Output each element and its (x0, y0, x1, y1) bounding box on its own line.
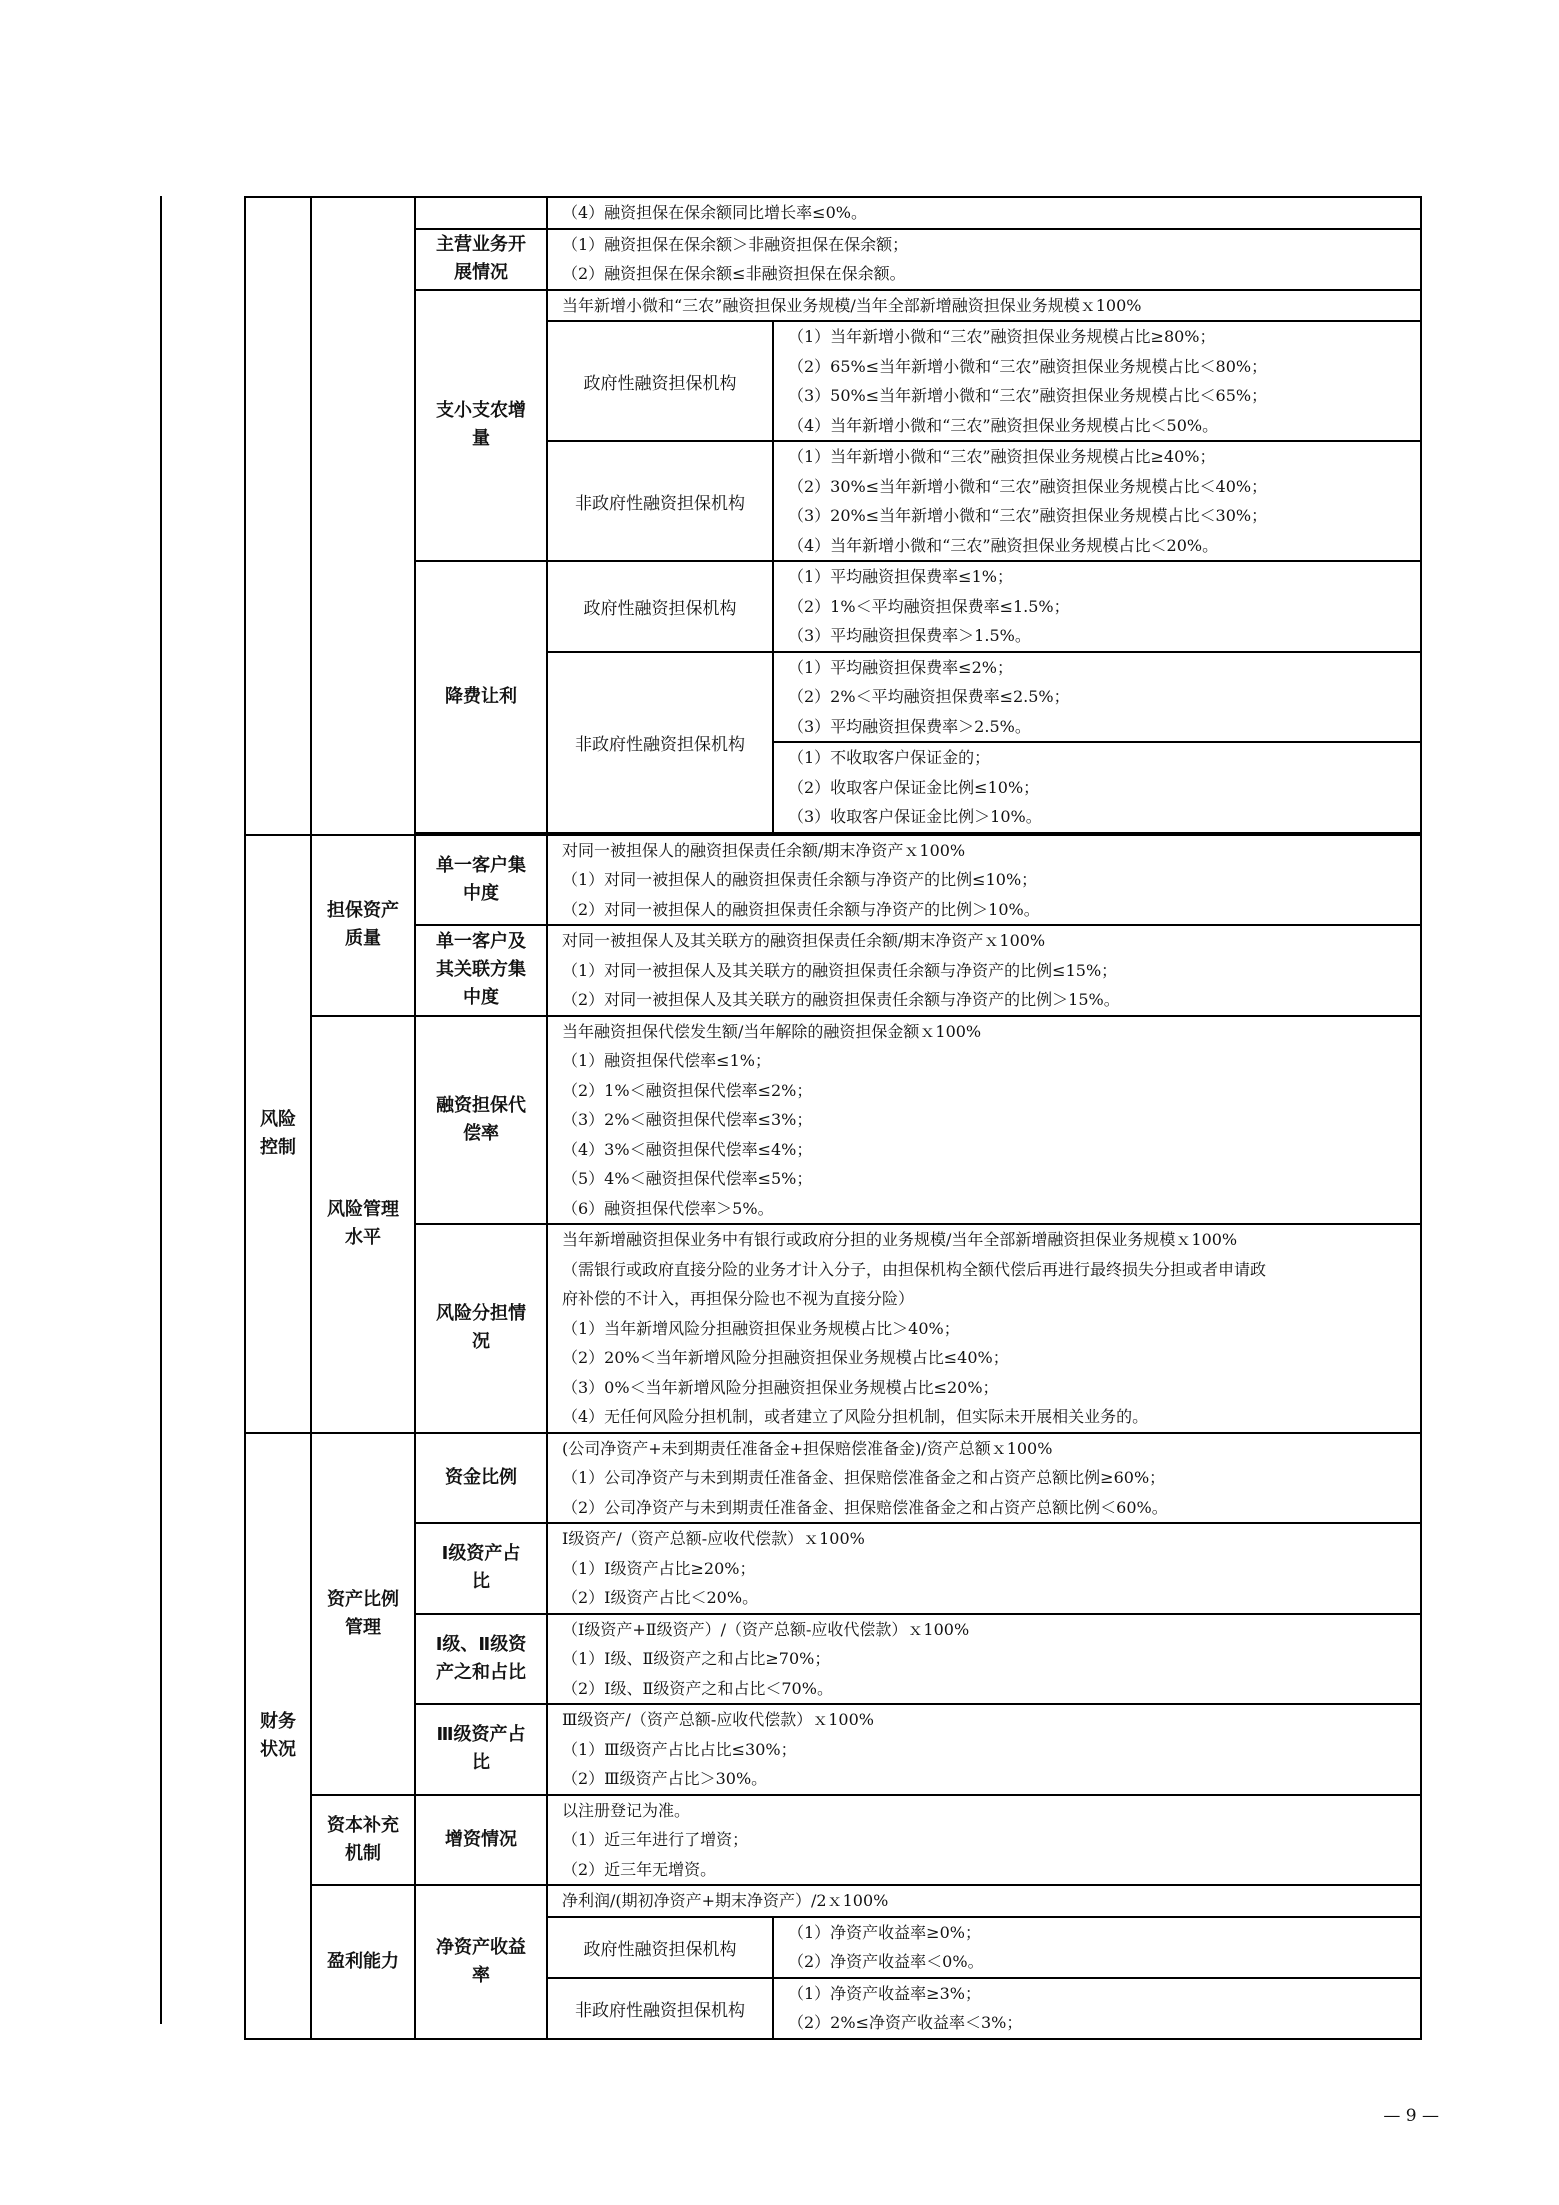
criteria-cell: （Ⅰ级资产+Ⅱ级资产）/（资产总额-应收代偿款）ｘ100% （1）Ⅰ级、Ⅱ级资产之和占比≥70%； （2）Ⅰ级、Ⅱ级资产之和占比＜70%。 (547, 1614, 1421, 1705)
formula-cell: 净利润/(期初净资产+期末净资产）/2ｘ100% (547, 1885, 1421, 1917)
page-number: — 9 — (1383, 2106, 1439, 2126)
criteria-cell: 对同一被担保人及其关联方的融资担保责任余额/期末净资产ｘ100% （1）对同一被担保人及其关联方的融资担保责任余额与净资产的比例≤15%； （2）对同一被担保人及其关联方的融资担保责任余额与净资产的比例＞15%。 (547, 925, 1421, 1016)
formula-cell: 当年新增小微和“三农”融资担保业务规模/当年全部新增融资担保业务规模ｘ100% (547, 290, 1421, 322)
category-financial-status: 财务 状况 (245, 1433, 311, 2039)
criteria-cell: 以注册登记为准。 （1）近三年进行了增资； （2）近三年无增资。 (547, 1795, 1421, 1886)
indicator-main-business: 主营业务开 展情况 (415, 229, 547, 290)
gov-institution-label: 政府性融资担保机构 (547, 561, 773, 652)
criteria-cell: （1）融资担保在保余额＞非融资担保在保余额； （2）融资担保在保余额≤非融资担保在保余额。 (547, 229, 1421, 290)
indicator-level1-assets: Ⅰ级资产占 比 (415, 1523, 547, 1614)
criteria-cell: （1）净资产收益率≥0%； （2）净资产收益率＜0%。 (773, 1917, 1421, 1978)
nongov-institution-label: 非政府性融资担保机构 (547, 1978, 773, 2039)
nongov-institution-label: 非政府性融资担保机构 (547, 652, 773, 833)
indicator-level3-assets: Ⅲ级资产占 比 (415, 1704, 547, 1795)
indicator-capital-ratio: 资金比例 (415, 1433, 547, 1524)
indicator-capital-increase: 增资情况 (415, 1795, 547, 1886)
criteria-cell: (公司净资产+未到期责任准备金+担保赔偿准备金)/资产总额ｘ100% （1）公司净资产与未到期责任准备金、担保赔偿准备金之和占资产总额比例≥60%； （2）公司净资产与未到期责任准备金、担保赔偿准备金之和占资产总额比例＜60%。 (547, 1433, 1421, 1524)
criteria-cell (547, 197, 1421, 229)
indicator-roe: 净资产收益 率 (415, 1885, 547, 2039)
criteria-cell: Ⅰ级资产/（资产总额-应收代偿款）ｘ100% （1）Ⅰ级资产占比≥20%； （2）Ⅰ级资产占比＜20%。 (547, 1523, 1421, 1614)
criteria-cell: （1）当年新增小微和“三农”融资担保业务规模占比≥80%； （2）65%≤当年新增小微和“三农”融资担保业务规模占比＜80%； （3）50%≤当年新增小微和“三农”融资担保业务规模占比＜65%； （4）当年新增小微和“三农”融资担保业务规模占比＜50%。 (773, 321, 1421, 441)
criteria-cell: （1）净资产收益率≥3%； （2）2%≤净资产收益率＜3%； (773, 1978, 1421, 2039)
indicator-support-small-agri: 支小支农增 量 (415, 290, 547, 562)
subcategory-asset-quality: 担保资产 质量 (311, 835, 415, 1016)
indicator-compensation-rate: 融资担保代 偿率 (415, 1016, 547, 1225)
gov-institution-label: 政府性融资担保机构 (547, 321, 773, 441)
criteria-cell: Ⅲ级资产/（资产总额-应收代偿款）ｘ100% （1）Ⅲ级资产占比占比≤30%； （2）Ⅲ级资产占比＞30%。 (547, 1704, 1421, 1795)
category-risk-control: 风险 控制 (245, 835, 311, 1433)
indicator-single-client-related: 单一客户及 其关联方集 中度 (415, 925, 547, 1016)
nongov-institution-label: 非政府性融资担保机构 (547, 441, 773, 561)
category-cell-blank (245, 197, 311, 835)
criteria-cell: （1）当年新增小微和“三农”融资担保业务规模占比≥40%； （2）30%≤当年新增小微和“三农”融资担保业务规模占比＜40%； （3）20%≤当年新增小微和“三农”融资担保业务规模占比＜30%； （4）当年新增小微和“三农”融资担保业务规模占比＜20%。 (773, 441, 1421, 561)
criteria-cell: 对同一被担保人的融资担保责任余额/期末净资产ｘ100% （1）对同一被担保人的融资担保责任余额与净资产的比例≤10%； （2）对同一被担保人的融资担保责任余额与净资产的比例＞10%。 (547, 835, 1421, 926)
subcategory-profitability: 盈利能力 (311, 1885, 415, 2039)
indicator-single-client: 单一客户集 中度 (415, 835, 547, 926)
subcategory-capital-supplement: 资本补充 机制 (311, 1795, 415, 1886)
gov-institution-label: 政府性融资担保机构 (547, 1917, 773, 1978)
criteria-cell: 当年新增融资担保业务中有银行或政府分担的业务规模/当年全部新增融资担保业务规模ｘ100% （需银行或政府直接分险的业务才计入分子，由担保机构全额代偿后再进行最终损失分担或者申请政 府补偿的不计入，再担保分险也不视为直接分险） （1）当年新增风险分担融资担保业务规模占比＞40%； （2）20%＜当年新增风险分担融资担保业务规模占比≤40%； （3）0%＜当年新增风险分担融资担保业务规模占比≤20%； （4）无任何风险分担机制，或者建立了风险分担机制，但实际未开展相关业务的。 (547, 1224, 1421, 1433)
criteria-cell: 当年融资担保代偿发生额/当年解除的融资担保金额ｘ100% （1）融资担保代偿率≤1%； （2）1%＜融资担保代偿率≤2%； （3）2%＜融资担保代偿率≤3%； （4）3%＜融资担保代偿率≤4%； （5）4%＜融资担保代偿率≤5%； （6）融资担保代偿率＞5%。 (547, 1016, 1421, 1225)
subcategory-cell-blank (311, 197, 415, 835)
criteria-line: （4）融资担保在保余额同比增长率≤0%。 (562, 203, 867, 222)
criteria-cell: （1）平均融资担保费率≤2%； （2）2%＜平均融资担保费率≤2.5%； （3）平均融资担保费率＞2.5%。 (773, 652, 1421, 743)
left-margin-rule (160, 196, 162, 2024)
subcategory-asset-ratio: 资产比例 管理 (311, 1433, 415, 1795)
indicator-level12-assets: Ⅰ级、Ⅱ级资 产之和占比 (415, 1614, 547, 1705)
indicator-cell-blank (415, 197, 547, 229)
criteria-cell: （1）平均融资担保费率≤1%； （2）1%＜平均融资担保费率≤1.5%； （3）平均融资担保费率＞1.5%。 (773, 561, 1421, 652)
criteria-cell: （1）不收取客户保证金的； （2）收取客户保证金比例≤10%； （3）收取客户保证金比例＞10%。 (773, 742, 1421, 833)
indicator-risk-sharing: 风险分担情 况 (415, 1224, 547, 1433)
subcategory-risk-management: 风险管理 水平 (311, 1016, 415, 1433)
indicator-fee-reduction: 降费让利 (415, 561, 547, 833)
evaluation-criteria-table (244, 196, 1422, 2040)
